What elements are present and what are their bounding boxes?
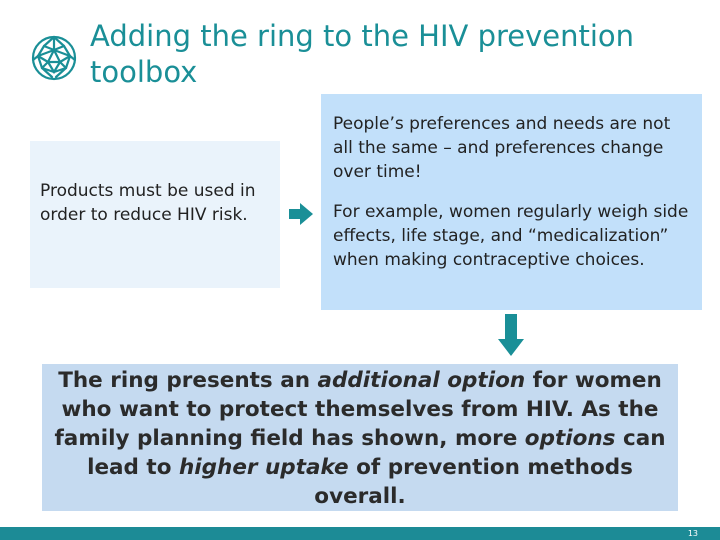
conclusion-emphasis-1: additional option <box>317 368 526 393</box>
left-text-box <box>30 141 280 288</box>
footer-bar <box>0 527 720 540</box>
network-globe-icon <box>30 34 78 82</box>
conclusion-text-3: can lead to <box>87 426 666 480</box>
conclusion-emphasis-2: options <box>524 426 616 451</box>
left-box-text: Products must be used in order to reduce HIV risk. <box>40 181 256 225</box>
slide-title: Adding the ring to the HIV prevention toolbox <box>90 19 635 89</box>
conclusion-text-4: of prevention methods overall. <box>314 455 633 509</box>
conclusion-text-2: for women who want to protect themselves from HIV. As the family planning field has shown, more <box>54 368 662 451</box>
right-box-paragraph-1: People’s preferences and needs are not all the same – and preferences change over time! <box>333 114 671 182</box>
arrow-down-icon <box>497 313 525 357</box>
arrow-right-icon <box>288 201 314 227</box>
conclusion-emphasis-3: higher uptake <box>178 455 349 480</box>
right-box-paragraph-2: For example, women regularly weigh side effects, life stage, and “medicalization” when making contraceptive choices. <box>333 202 689 270</box>
right-text-box <box>321 94 702 310</box>
page-number: 13 <box>687 529 698 538</box>
conclusion-text-1: The ring presents an <box>58 368 318 393</box>
conclusion-box <box>42 364 678 511</box>
